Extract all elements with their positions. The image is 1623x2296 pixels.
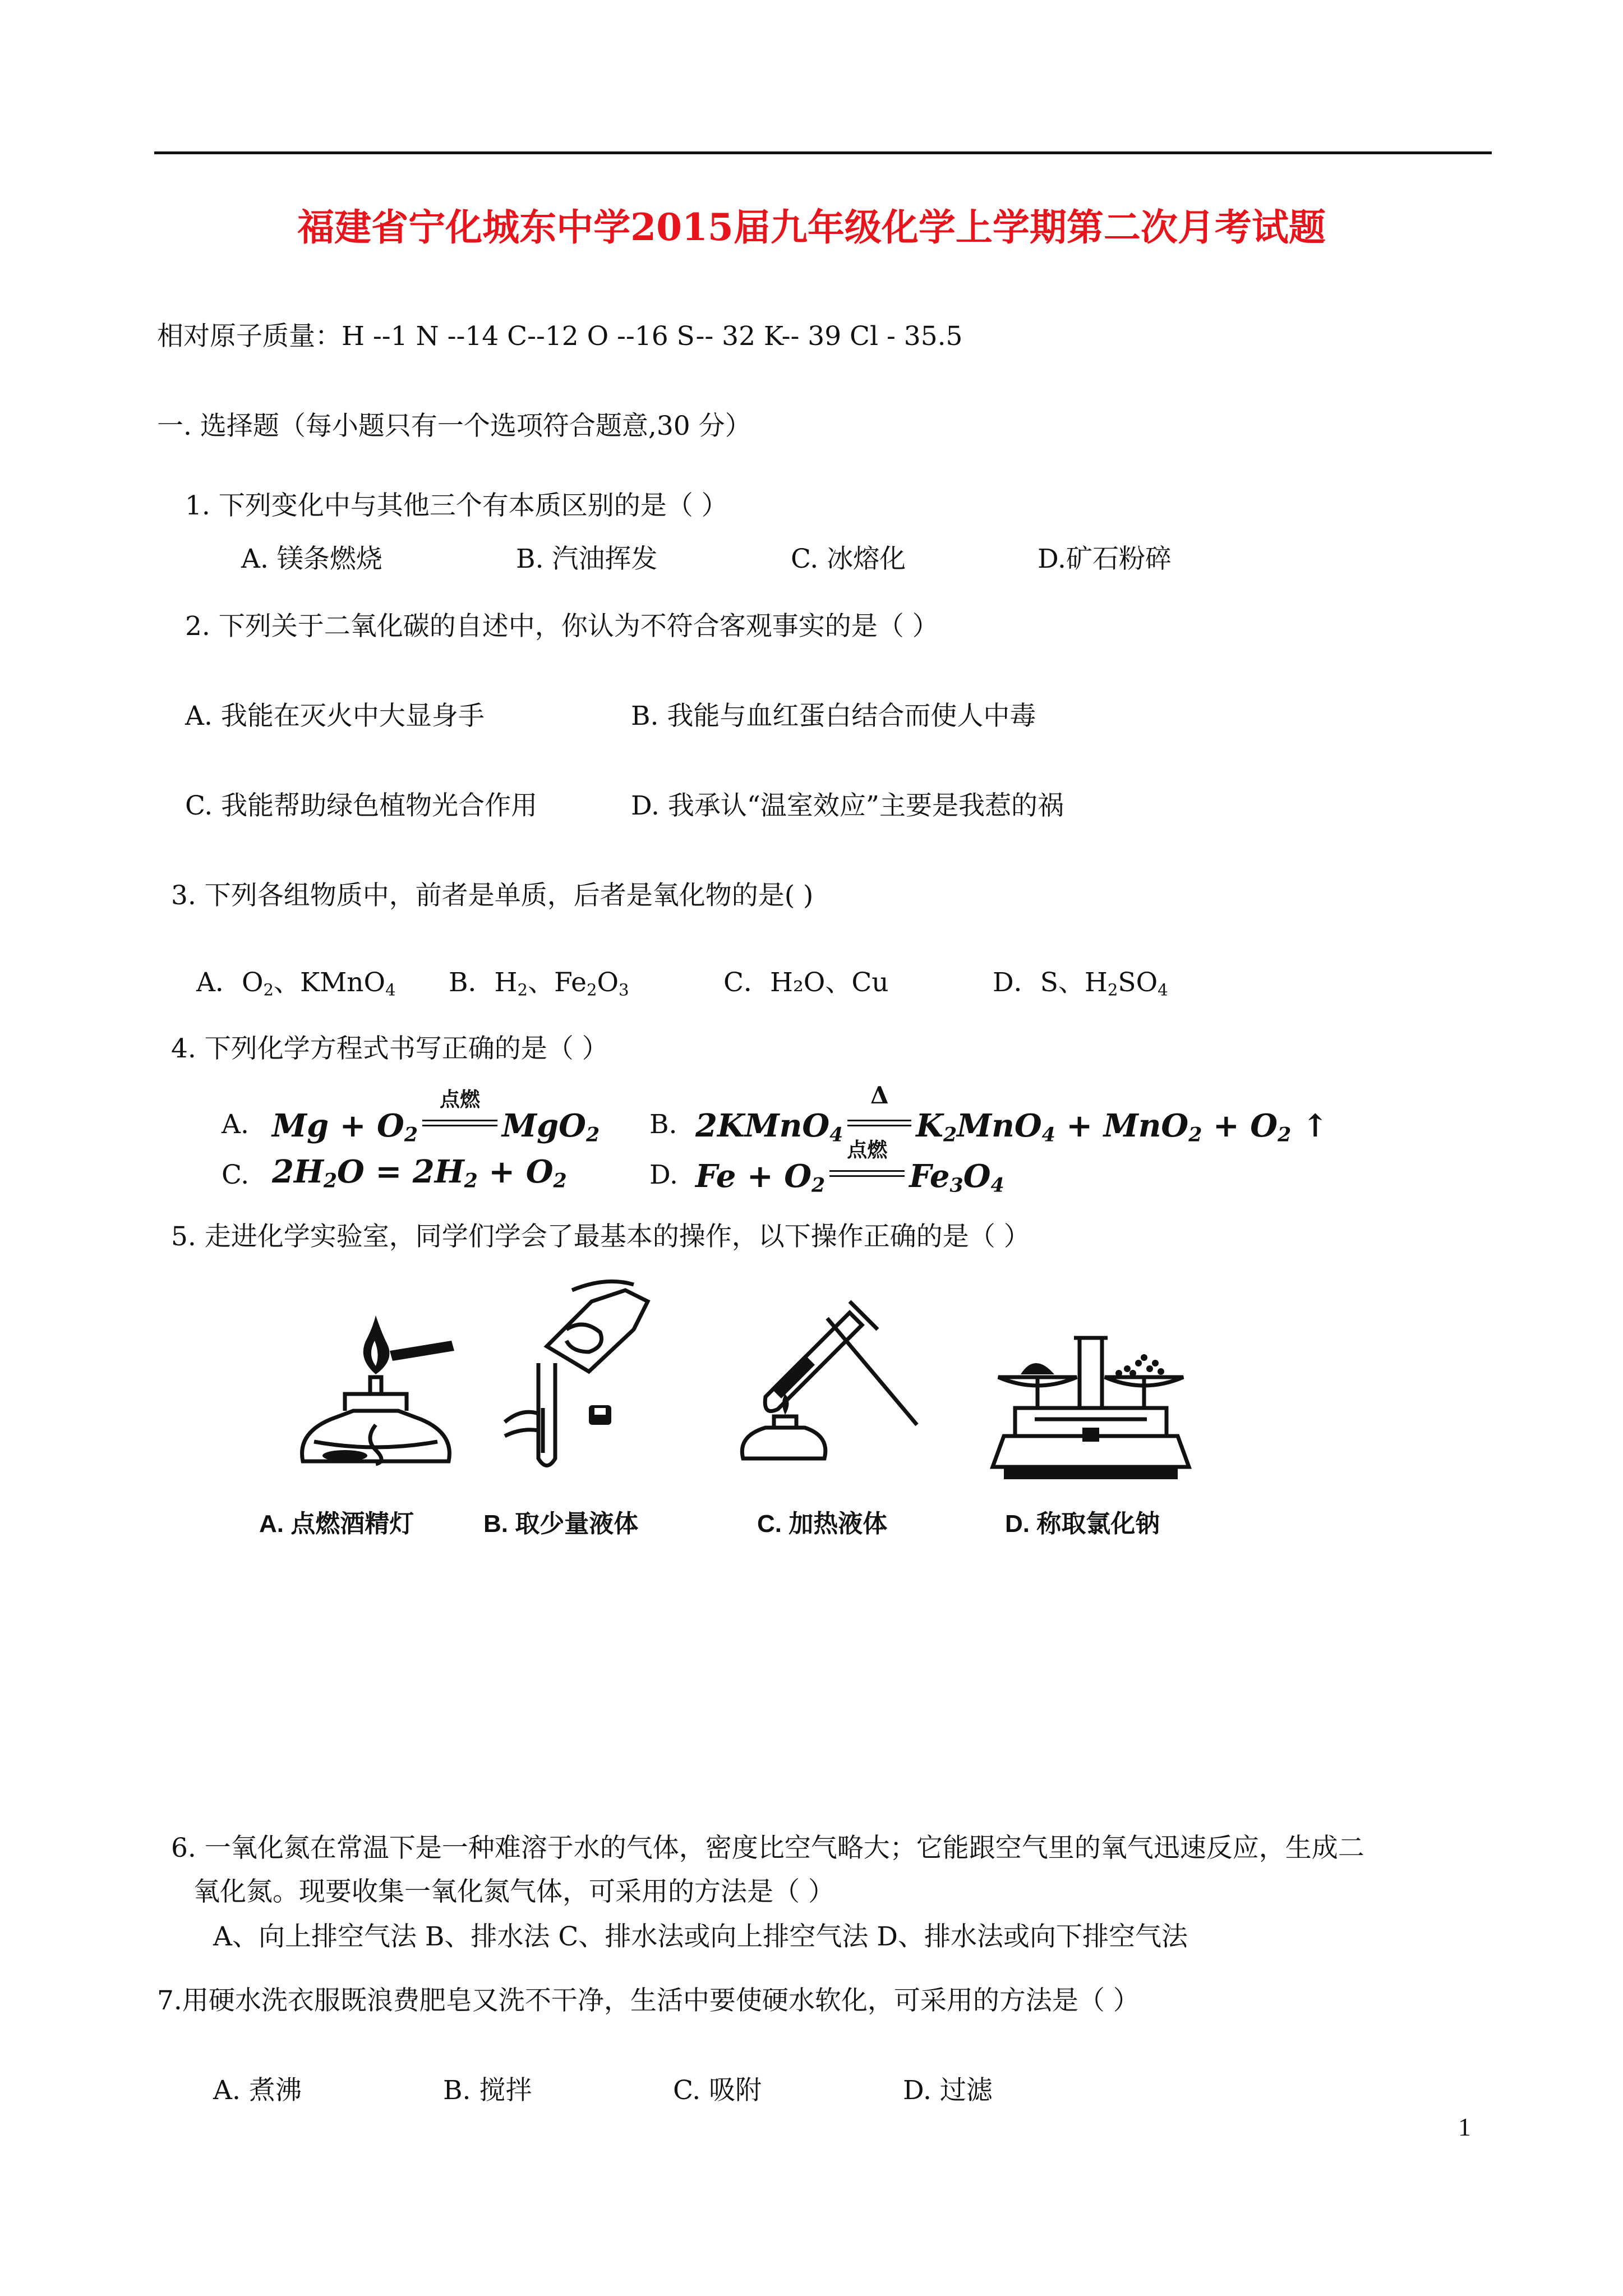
question-7-stem: 7.用硬水洗衣服既浪费肥皂又洗不干净，生活中要使硬水软化，可采用的方法是（ ） — [157, 1985, 1140, 2016]
q4-label-d: D. — [649, 1159, 678, 1190]
q1-option-d: D.矿石粉碎 — [1038, 544, 1172, 574]
q4-label-b: B. — [649, 1109, 677, 1140]
question-6-stem-line-2: 氧化氮。现要收集一氧化氮气体，可采用的方法是（ ） — [193, 1876, 834, 1907]
q4-equation-c: $2H_2O = 2H_2 + O_2$ — [272, 1153, 567, 1193]
q4-equation-d: $Fe + O_2$ 点燃 $Fe_3O_4$ — [695, 1138, 1004, 1197]
q1-option-c: C. 冰熔化 — [791, 544, 906, 574]
exam-title: 福建省宁化城东中学2015届九年级化学上学期第二次月考试题 — [297, 205, 1326, 249]
question-1-stem: 1. 下列变化中与其他三个有本质区别的是（ ） — [185, 490, 728, 521]
question-2-stem: 2. 下列关于二氧化碳的自述中，你认为不符合客观事实的是（ ） — [185, 611, 939, 642]
q2-option-b: B. 我能与血红蛋白结合而使人中毒 — [631, 701, 1036, 731]
q7-option-a: A. 煮沸 — [213, 2075, 302, 2106]
figure-c-heating-liquid — [732, 1290, 934, 1487]
q4-label-c: C. — [222, 1159, 250, 1190]
figure-b-caption: B. 取少量液体 — [483, 1510, 639, 1538]
q3-option-d: D．S、$H_2SO_4$ — [993, 967, 1168, 1000]
figure-b-taking-liquid — [494, 1279, 662, 1487]
q2-option-d: D. 我承认“温室效应”主要是我惹的祸 — [631, 790, 1064, 821]
page-number: 1 — [1458, 2113, 1471, 2141]
figure-a-caption: A. 点燃酒精灯 — [259, 1510, 414, 1538]
q7-option-d: D. 过滤 — [903, 2075, 993, 2106]
q2-option-c: C. 我能帮助绿色植物光合作用 — [185, 790, 538, 821]
q4-label-a: A. — [222, 1109, 249, 1140]
q3-option-b: B．$H_2$、$Fe_2O_3$ — [449, 967, 629, 1000]
q3-option-c: C．H₂O、Cu — [723, 967, 889, 998]
question-4-stem: 4. 下列化学方程式书写正确的是（ ） — [171, 1033, 608, 1064]
top-rule — [154, 151, 1492, 154]
q2-option-a: A. 我能在灭火中大显身手 — [185, 701, 485, 731]
question-3-stem: 3. 下列各组物质中，前者是单质，后者是氧化物的是( ) — [171, 880, 814, 911]
q3-option-a: A．$O_2$、KMnO$_4$ — [196, 967, 396, 1000]
question-5-stem: 5. 走进化学实验室，同学们学会了最基本的操作，以下操作正确的是（ ） — [171, 1221, 1030, 1252]
q4-equation-b: 2KMnO$_4$ Δ $K_2MnO_4 + MnO_2 + O_2$ ↑ — [695, 1082, 1329, 1147]
q7-option-b: B. 搅拌 — [443, 2075, 532, 2106]
figure-d-caption: D. 称取氯化钠 — [1005, 1510, 1160, 1538]
figure-a-lighting-alcohol-lamp — [292, 1313, 460, 1487]
section-heading: 一. 选择题（每小题只有一个选项符合题意,30 分） — [157, 411, 751, 441]
q1-option-b: B. 汽油挥发 — [516, 544, 658, 574]
figure-d-weighing-sodium-chloride — [981, 1324, 1200, 1487]
atomic-mass-line: 相对原子质量：H --1 N --14 C--12 O --16 S-- 32 K-- 39 Cl - 35.5 — [157, 321, 963, 352]
q1-option-a: A. 镁条燃烧 — [241, 544, 382, 574]
q7-option-c: C. 吸附 — [673, 2075, 762, 2106]
question-6-stem-line-1: 6. 一氧化氮在常温下是一种难溶于水的气体，密度比空气略大；它能跟空气里的氧气迅速反应，生成二 — [171, 1833, 1364, 1864]
figure-c-caption: C. 加热液体 — [757, 1510, 888, 1538]
q6-options: A、向上排空气法 B、排水法 C、排水法或向上排空气法 D、排水法或向下排空气法 — [213, 1921, 1188, 1952]
q4-equation-a: $Mg + O_2$ 点燃 MgO$_2$ — [272, 1088, 600, 1147]
